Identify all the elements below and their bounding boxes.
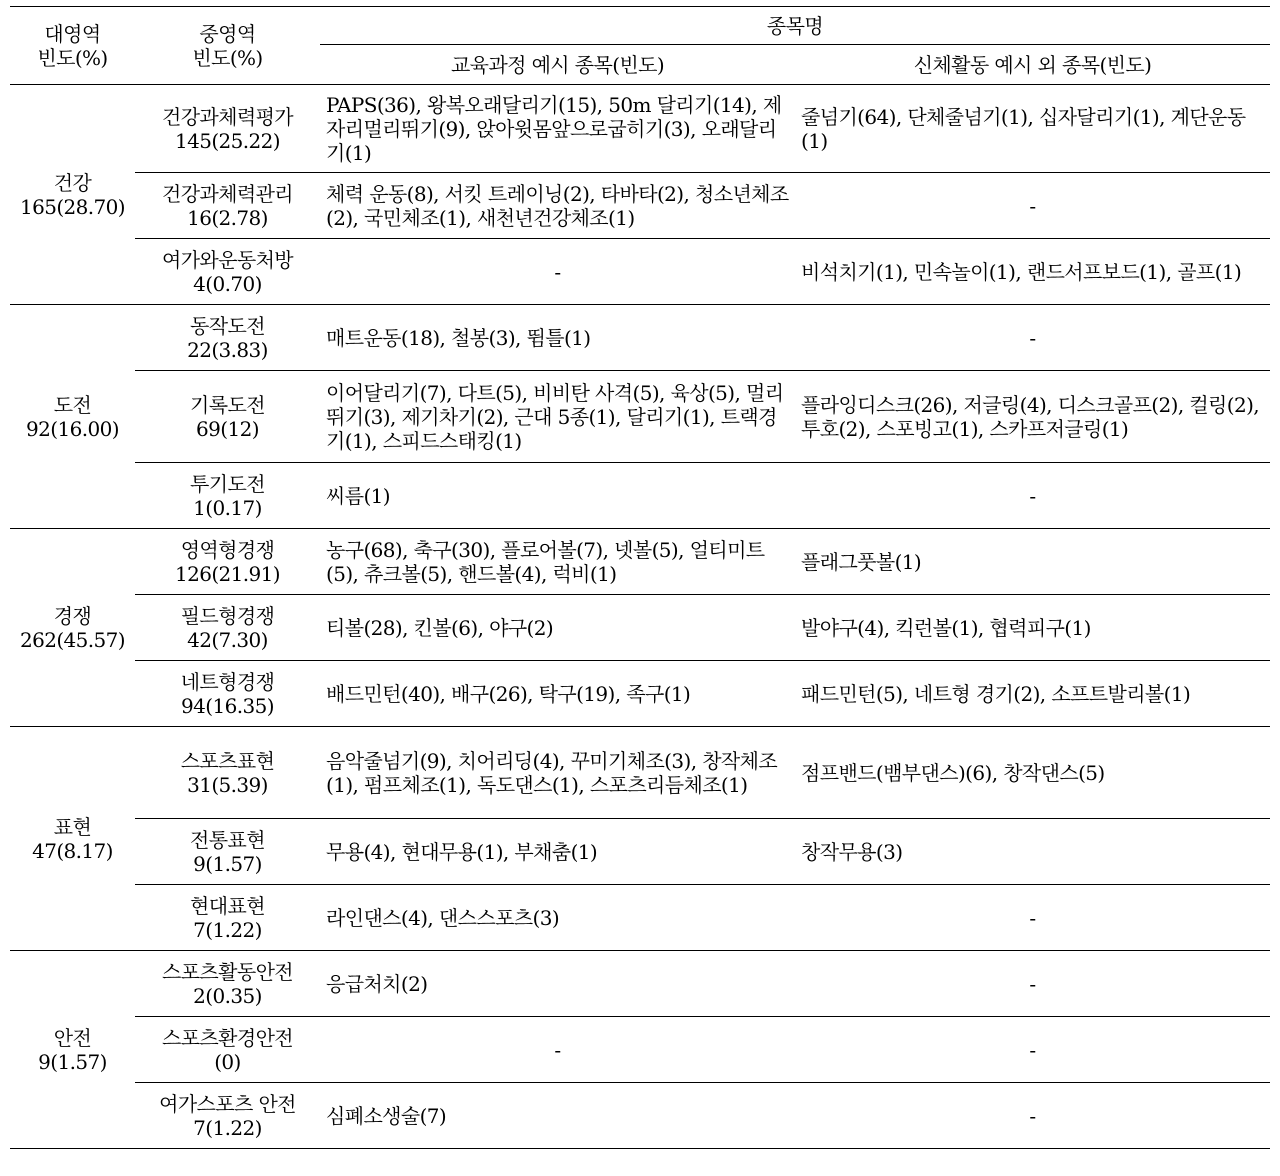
table-row — [10, 239, 1270, 305]
major-area-freq: 92(16.00) — [26, 416, 119, 441]
sub-area-name: 스포츠표현 — [180, 748, 275, 773]
table-row — [10, 371, 1270, 463]
sports-events-table — [10, 6, 1270, 1149]
major-area-name: 경쟁 — [53, 603, 92, 628]
sub-area-cell — [135, 463, 320, 529]
major-area-cell — [10, 85, 135, 305]
major-area-name: 도전 — [53, 392, 92, 417]
sub-area-cell — [135, 595, 320, 661]
other-events-cell: - — [795, 1083, 1270, 1149]
major-area-freq: 9(1.57) — [38, 1049, 107, 1074]
sub-area-name: 영역형경쟁 — [180, 537, 275, 562]
header-sub-area — [135, 7, 320, 85]
header-events: 종목명 — [320, 7, 1270, 45]
sub-area-name: 투기도전 — [190, 471, 265, 496]
other-events-cell: 점프밴드(뱀부댄스)(6), 창작댄스(5) — [795, 727, 1270, 819]
curriculum-events-cell: 체력 운동(8), 서킷 트레이닝(2), 타바타(2), 청소년체조(2), 국민체조(1), 새천년건강체조(1) — [320, 173, 795, 239]
major-area-cell — [10, 529, 135, 727]
sub-area-freq: 126(21.91) — [174, 561, 281, 586]
major-area-cell — [10, 305, 135, 529]
table-row — [10, 529, 1270, 595]
sub-area-cell — [135, 529, 320, 595]
table-row — [10, 1083, 1270, 1149]
other-events-cell: 비석치기(1), 민속놀이(1), 랜드서프보드(1), 골프(1) — [795, 239, 1270, 305]
sub-area-cell — [135, 305, 320, 371]
curriculum-events-cell: - — [320, 239, 795, 305]
other-events-cell: 플라잉디스크(26), 저글링(4), 디스크골프(2), 컬링(2), 투호(2), 스포빙고(1), 스카프저글링(1) — [795, 371, 1270, 463]
other-events-cell: 패드민턴(5), 네트형 경기(2), 소프트발리볼(1) — [795, 661, 1270, 727]
major-area-cell — [10, 727, 135, 951]
other-events-cell: - — [795, 463, 1270, 529]
sub-area-freq: 94(16.35) — [181, 693, 274, 718]
header-other-events: 신체활동 예시 외 종목(빈도) — [913, 52, 1152, 77]
curriculum-events-cell: 응급처치(2) — [320, 951, 795, 1017]
sub-area-freq: 22(3.83) — [187, 337, 268, 362]
sub-area-freq: 69(12) — [196, 416, 259, 441]
sub-area-freq: 2(0.35) — [193, 983, 262, 1008]
other-events-cell: - — [795, 173, 1270, 239]
sub-area-name: 여가와운동처방 — [161, 247, 294, 272]
sub-area-cell — [135, 239, 320, 305]
major-area-name: 안전 — [53, 1025, 92, 1050]
other-events-cell: - — [795, 1017, 1270, 1083]
sub-area-cell — [135, 1017, 320, 1083]
header-major-freq-label: 빈도(%) — [37, 45, 108, 70]
sub-area-name: 기록도전 — [190, 392, 265, 417]
table-row — [10, 173, 1270, 239]
sub-area-cell — [135, 819, 320, 885]
table-row — [10, 463, 1270, 529]
sub-area-freq: 7(1.22) — [193, 917, 262, 942]
header-major-label: 대영역 — [44, 21, 101, 46]
sub-area-freq: 145(25.22) — [174, 128, 281, 153]
table-row — [10, 661, 1270, 727]
header-sub-freq-label: 빈도(%) — [192, 45, 263, 70]
curriculum-events-cell: 무용(4), 현대무용(1), 부채춤(1) — [320, 819, 795, 885]
sub-area-cell — [135, 173, 320, 239]
sub-area-cell — [135, 661, 320, 727]
sub-area-name: 여가스포츠 안전 — [159, 1091, 296, 1116]
curriculum-events-cell: 씨름(1) — [320, 463, 795, 529]
sub-area-name: 스포츠환경안전 — [161, 1025, 294, 1050]
sub-area-name: 건강과체력평가 — [161, 104, 294, 129]
table-row — [10, 1017, 1270, 1083]
other-events-cell: 발야구(4), 킥런볼(1), 협력피구(1) — [795, 595, 1270, 661]
sub-area-cell — [135, 371, 320, 463]
header-sub-label: 중영역 — [199, 21, 256, 46]
other-events-cell: 줄넘기(64), 단체줄넘기(1), 십자달리기(1), 계단운동(1) — [795, 85, 1270, 173]
curriculum-events-cell: 이어달리기(7), 다트(5), 비비탄 사격(5), 육상(5), 멀리뛰기(3), 제기차기(2), 근대 5종(1), 달리기(1), 트랙경기(1), 스피드스태킹(1) — [320, 371, 795, 463]
curriculum-events-cell: 라인댄스(4), 댄스스포츠(3) — [320, 885, 795, 951]
sub-area-name: 건강과체력관리 — [161, 181, 294, 206]
header-curriculum-events: 교육과정 예시 종목(빈도) — [450, 52, 665, 77]
table-row — [10, 305, 1270, 371]
sub-area-cell — [135, 85, 320, 173]
sub-area-freq: 16(2.78) — [187, 205, 268, 230]
sub-area-cell — [135, 1083, 320, 1149]
other-events-cell: 창작무용(3) — [795, 819, 1270, 885]
curriculum-events-cell: - — [320, 1017, 795, 1083]
other-events-cell: - — [795, 951, 1270, 1017]
major-area-name: 표현 — [53, 814, 92, 839]
sub-area-name: 현대표현 — [190, 893, 265, 918]
curriculum-events-cell: PAPS(36), 왕복오래달리기(15), 50m 달리기(14), 제자리멀리뛰기(9), 앉아윗몸앞으로굽히기(3), 오래달리기(1) — [320, 85, 795, 173]
sub-area-freq: 42(7.30) — [187, 627, 268, 652]
table-row — [10, 727, 1270, 819]
curriculum-events-cell: 농구(68), 축구(30), 플로어볼(7), 넷볼(5), 얼티미트(5), 츄크볼(5), 핸드볼(4), 럭비(1) — [320, 529, 795, 595]
table-row — [10, 595, 1270, 661]
curriculum-events-cell: 음악줄넘기(9), 치어리딩(4), 꾸미기체조(3), 창작체조(1), 펌프체조(1), 독도댄스(1), 스포츠리듬체조(1) — [320, 727, 795, 819]
curriculum-events-cell: 매트운동(18), 철봉(3), 뜀틀(1) — [320, 305, 795, 371]
other-events-cell: 플래그풋볼(1) — [795, 529, 1270, 595]
major-area-freq: 47(8.17) — [32, 838, 113, 863]
table-row — [10, 85, 1270, 173]
sub-area-freq: (0) — [214, 1049, 241, 1074]
sub-area-name: 네트형경쟁 — [180, 669, 275, 694]
sub-area-name: 스포츠활동안전 — [161, 959, 294, 984]
sub-area-cell — [135, 727, 320, 819]
major-area-name: 건강 — [53, 170, 92, 195]
sub-area-name: 필드형경쟁 — [180, 603, 275, 628]
major-area-freq: 262(45.57) — [19, 627, 126, 652]
curriculum-events-cell: 티볼(28), 킨볼(6), 야구(2) — [320, 595, 795, 661]
sub-area-name: 전통표현 — [190, 827, 265, 852]
sub-area-freq: 31(5.39) — [187, 772, 268, 797]
table-row — [10, 885, 1270, 951]
sub-area-freq: 1(0.17) — [193, 495, 262, 520]
table-row — [10, 819, 1270, 885]
other-events-cell: - — [795, 305, 1270, 371]
sub-area-freq: 7(1.22) — [193, 1115, 262, 1140]
table-row — [10, 951, 1270, 1017]
sub-area-cell — [135, 951, 320, 1017]
sub-area-name: 동작도전 — [190, 313, 265, 338]
sub-area-freq: 4(0.70) — [193, 271, 262, 296]
header-major-area — [10, 7, 135, 85]
major-area-freq: 165(28.70) — [19, 194, 126, 219]
curriculum-events-cell: 심폐소생술(7) — [320, 1083, 795, 1149]
curriculum-events-cell: 배드민턴(40), 배구(26), 탁구(19), 족구(1) — [320, 661, 795, 727]
major-area-cell — [10, 951, 135, 1149]
other-events-cell: - — [795, 885, 1270, 951]
sub-area-cell — [135, 885, 320, 951]
sub-area-freq: 9(1.57) — [193, 851, 262, 876]
